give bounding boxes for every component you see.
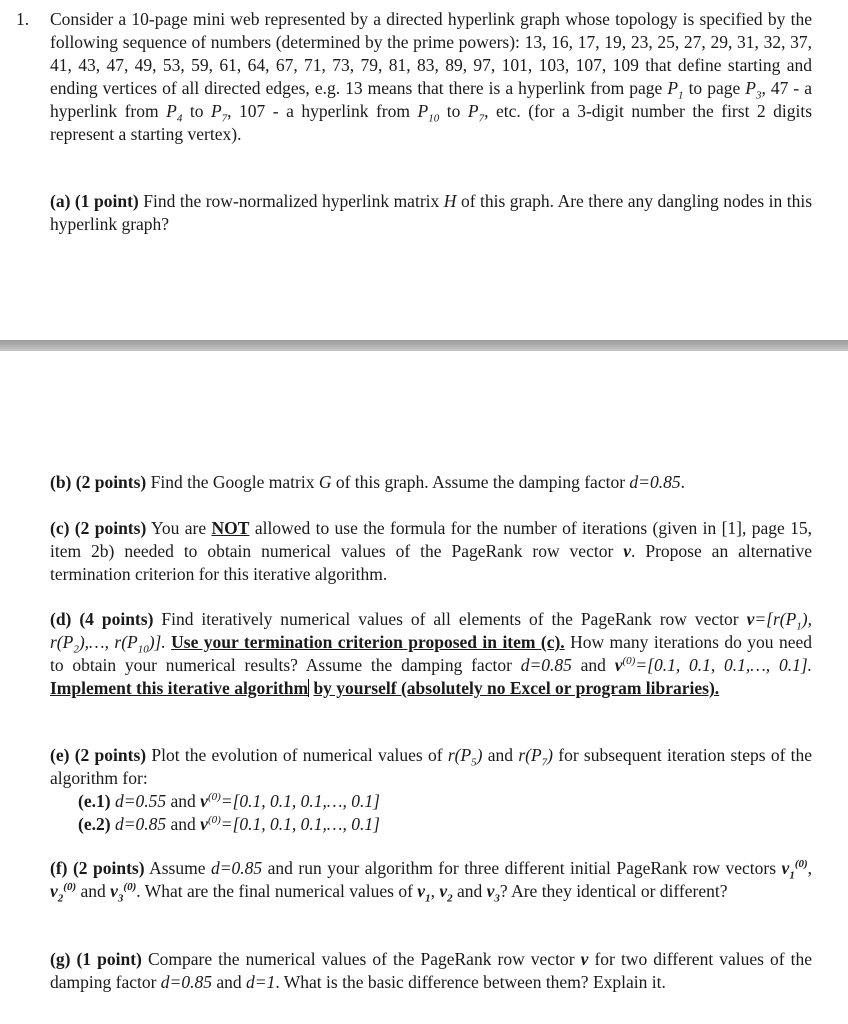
problem-number: 1.	[16, 9, 30, 29]
part-e: (e) (2 points) Plot the evolution of numerical values of $r(P_5)$ and $r(P_7)$ for subsequent iteration steps of the algorithm for: (e.1) d=0.55 and $v^{(0)}=[0.1$, 0.1, 0.1,…, 0.1] (e.2) d=0.85 and $v^{(0)}=[0.1$, 0.1, 0.1,…, 0.1]	[50, 745, 813, 834]
part-g-label: (g) (1 point)	[50, 949, 142, 969]
part-d: (d) (4 points) Find iteratively numerical values of all elements of the PageRank row vector $v=[r(P_1)$, $r(P_2),\dots$, $r(P_{10})$]. Use your termination criterion proposed in item (c). How many iterations do you need to obtain your numerical results? Assume the damping factor d=0.85 and $v^{(0)}=[0.1$, 0.1, 0.1,…, 0.1]. Implement this iterative algorithm by yourself (absolutely no Excel or program libraries).	[50, 609, 813, 698]
part-b-label: (b) (2 points)	[50, 472, 147, 492]
part-d-label: (d) (4 points)	[50, 609, 154, 629]
part-c-label: (c) (2 points)	[50, 518, 147, 538]
part-g: (g) (1 point) Compare the numerical values of the PageRank row vector v for two different values of the damping factor d=0.85 and d=1. What is the basic difference between them? Explain it.	[50, 949, 813, 992]
part-c: (c) (2 points) You are NOT allowed to use the formula for the number of iterations (given in [1], page 15, item 2b) needed to obtain numerical values of the PageRank row vector v. Propose an alternative termination criterion for this iterative algorithm.	[50, 518, 813, 584]
page-divider	[0, 340, 848, 351]
part-b: (b) (2 points) Find the Google matrix G of this graph. Assume the damping factor d=0.85.	[50, 472, 685, 492]
part-f: (f) (2 points) Assume d=0.85 and run your algorithm for three different initial PageRank row vectors $v_1^{(0)}$, $v_2^{(0)}$ and $v_3^{(0)}$. What are the final numerical values of $v_1$, $v_2$ and $v_3$? Are they identical or different?	[50, 858, 813, 905]
text-cursor	[308, 679, 309, 697]
part-a: (a) (1 point) Find the row-normalized hyperlink matrix H of this graph. Are there any dangling nodes in this hyperlink graph?	[50, 191, 813, 234]
problem-intro: Consider a 10-page mini web represented by a directed hyperlink graph whose topology is specified by the following sequence of numbers (determined by the prime powers): 13, 16, 17, 19, 23, 25, 27, 29, 31, 32, 37, 41, 43, 47, 49, 53, 59, 61, 64, 67, 71, 73, 79, 81, 83, 89, 97, 101, 103, 107, 109 that define starting and ending vertices of all directed edges, e.g. 13 means that there is a hyperlink from page $P_1$ to page $P_3$, 47 - a hyperlink from $P_4$ to $P_7$, 107 - a hyperlink from $P_{10}$ to $P_7$, etc. (for a 3-digit number the first 2 digits represent a starting vertex).	[50, 9, 813, 144]
part-e-label: (e) (2 points)	[50, 745, 147, 765]
part-f-label: (f) (2 points)	[50, 858, 145, 878]
part-e2: (e.2) d=0.85 and $v^{(0)}=[0.1$, 0.1, 0.1,…, 0.1]	[78, 814, 380, 834]
part-a-label: (a) (1 point)	[50, 191, 139, 211]
prime-power-sequence: 13, 16, 17, 19, 23, 25, 27, 29, 31, 32, 37, 41, 43, 47, 49, 53, 59, 61, 64, 67, 71, 73, 79, 81, 83, 89, 97, 101, 103, 107, 109	[50, 32, 813, 75]
part-e1: (e.1) d=0.55 and $v^{(0)}=[0.1$, 0.1, 0.1,…, 0.1]	[78, 791, 380, 811]
